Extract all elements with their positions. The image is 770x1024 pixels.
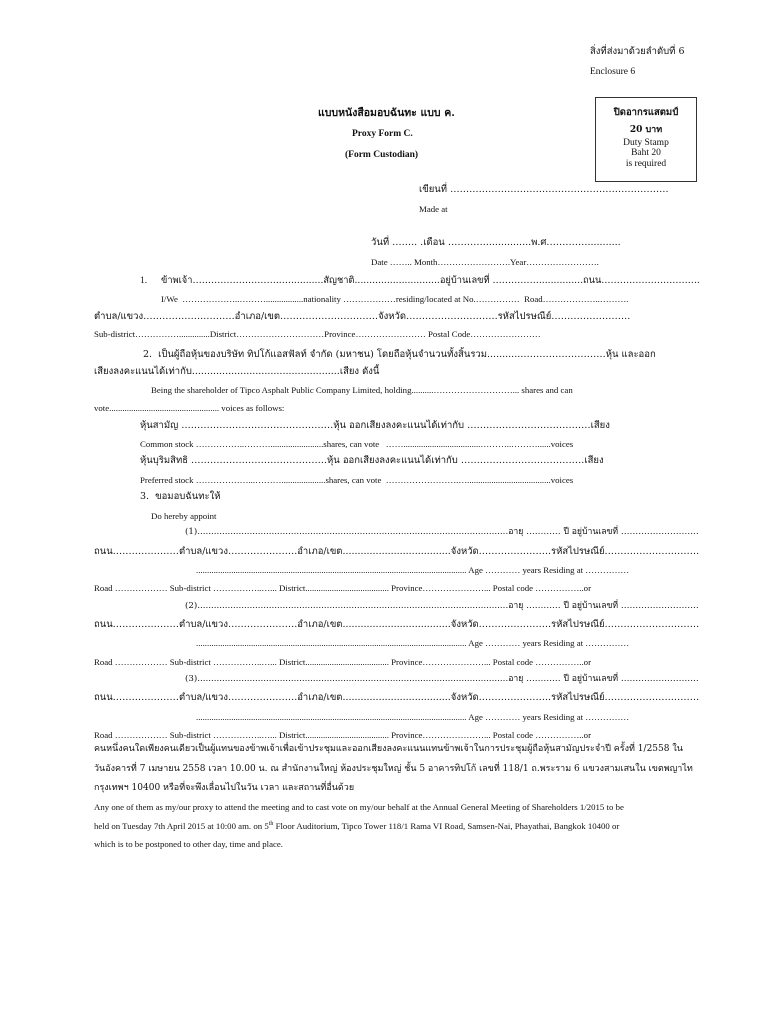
proxy-3-name-field[interactable]: (3).................................................................................................................อายุ ………… ปี อยู่บ้านเลขที่ ……………………… (185, 674, 699, 684)
stamp-amount-th: 20 บาท (629, 124, 663, 135)
meeting-details-en-line-2 (94, 821, 619, 831)
stamp-required-en: is required (625, 158, 667, 169)
section-3-heading-th: 3. ขอมอบฉันทะให้ (140, 491, 221, 502)
meeting-details-th-line-2: วันอังคารที่ 7 เมษายน 2558 เวลา 10.00 น. ณ สำนักงานใหญ่ ห้องประชุมใหญ่ ชั้น 5 อาคารทิปโก้ เลขที่ 118/1 ถ.พระราม 6 แขวงสามเสนใน เขตพญาไท (94, 764, 693, 774)
date-field-en[interactable]: Date …….. Month…………………….Year……………………. (371, 257, 599, 267)
duty-stamp-box (595, 97, 697, 182)
proxy-1-address-th[interactable]: ถนน…………………ตำบล/แขวง………………….อำเภอ/เขต....................................จังหวัด…………………..รหัสไปรษณีย์………………………… (94, 546, 700, 557)
voting-rights-field-th[interactable]: เสียงลงคะแนนได้เท่ากับ.................................................เสียง ดังนี้ (94, 366, 380, 377)
proxy-1-address-en[interactable]: Road ……………… Sub-district ……………..…... District...................................... Province…………………... Postal code ……………..or (94, 583, 591, 593)
made-at-field-th[interactable]: เขียนที่ …………………………………………………………… (419, 184, 669, 195)
proxy-2-name-field[interactable]: (2).................................................................................................................อายุ ………… ปี อยู่บ้านเลขที่ ……………………… (185, 601, 699, 611)
ordinal-suffix: th (268, 821, 274, 827)
stamp-amount-en: Baht 20 (631, 148, 661, 158)
proxy-3-address-th[interactable]: ถนน…………………ตำบล/แขวง………………….อำเภอ/เขต....................................จังหวัด…………………..รหัสไปรษณีย์………………………… (94, 692, 700, 703)
meeting-details-en-line-2b: Floor Auditorium, Tipco Tower 118/1 Rama VI Road, Samsen-Nai, Phayathai, Bangkok 10400 or (273, 820, 620, 831)
voting-rights-field-en[interactable]: vote.................................................. voices as follows: (94, 403, 285, 413)
made-at-label-en: Made at (419, 204, 448, 214)
meeting-details-en-line-1: Any one of them as my/our proxy to attend the meeting and to cast vote on my/our behalf at the Annual General Meeting of Shareholders 1/2015 to be (94, 802, 624, 812)
grantor-address-en[interactable]: Sub-district……………..............District…………………………Province…………………… Postal Code…………………… (94, 329, 541, 339)
form-title-en: Proxy Form C. (352, 129, 413, 139)
shareholding-field-th[interactable]: 2. เป็นผู้ถือหุ้นของบริษัท ทิปโก้แอสฟัลท์ จำกัด (มหาชน) โดยถือหุ้นจำนวนทั้งสิ้นรวม...........………………………หุ้น และออก (143, 349, 656, 360)
meeting-details-en-line-2a: held on Tuesday 7th April 2015 at 10:00 am. on 5 (94, 820, 269, 831)
stamp-label-en: Duty Stamp (623, 137, 669, 148)
grantor-address-th[interactable]: ตำบล/แขวง……………….……….อำเภอ/เขต………………………….จังหวัด………………………..รหัสไปรษณีย์……………………. (94, 311, 631, 322)
grantor-field-en[interactable]: I/We ………………..……….................nationality ………………residing/located at No.…………… Road………………..………. (161, 294, 629, 304)
form-title-th: แบบหนังสือมอบฉันทะ แบบ ค. (318, 107, 455, 119)
proxy-2-address-en[interactable]: Road ……………… Sub-district ……………..…... District...................................... Province…………………... Postal code ……………..or (94, 657, 591, 667)
preferred-stock-field-th[interactable]: หุ้นบุริมสิทธิ …………………………………….หุ้น ออกเสียงลงคะแนนได้เท่ากับ …………………………………เสียง (140, 455, 604, 466)
date-field-th[interactable]: วันที่ …….. .เดือน …………...............พ.ศ.…………........... (371, 237, 621, 248)
proxy-3-name-en[interactable]: ........................................................................................................................... Age ………… years Residing at …………… (196, 712, 630, 722)
form-subtitle: (Form Custodian) (345, 150, 419, 160)
stamp-label-th: ปิดอากรแสตมป์ (613, 107, 679, 118)
meeting-details-th-line-1: คนหนึ่งคนใดเพียงคนเดียวเป็นผู้แทนของข้าพเจ้าเพื่อเข้าประชุมและออกเสียงลงคะแนนแทนข้าพเจ้าในการประชุมผู้ถือหุ้นสามัญประจำปี ครั้งที่ 1/2558 ใน (94, 744, 683, 754)
section-1-number: 1. (140, 276, 148, 286)
preferred-stock-field-en[interactable]: Preferred stock ………………...………....................shares, can vote …………………….…......................................voices (140, 475, 574, 485)
proxy-2-address-th[interactable]: ถนน…………………ตำบล/แขวง………………….อำเภอ/เขต....................................จังหวัด…………………..รหัสไปรษณีย์………………………… (94, 619, 700, 630)
enclosure-label-en: Enclosure 6 (590, 67, 636, 77)
proxy-1-name-field[interactable]: (1).................................................................................................................อายุ ………… ปี อยู่บ้านเลขที่ ……………………… (185, 527, 699, 537)
proxy-2-name-en[interactable]: ........................................................................................................................... Age ………… years Residing at …………… (196, 638, 630, 648)
grantor-field-th[interactable]: ข้าพเจ้า………………………..…...........สัญชาติ.............................อยู่บ้านเลขที่ ……………...............ถนน………………………….. (161, 275, 700, 286)
common-stock-field-th[interactable]: หุ้นสามัญ …………………………………………หุ้น ออกเสียงลงคะแนนได้เท่ากับ …………………………………เสียง (140, 420, 610, 431)
common-stock-field-en[interactable]: Common stock ……………..………........................shares, can vote ……...................................………..………......voices (140, 439, 574, 449)
proxy-1-name-en[interactable]: ........................................................................................................................... Age ………… years Residing at …………… (196, 565, 630, 575)
meeting-details-th-line-3: กรุงเทพฯ 10400 หรือที่จะพึงเลื่อนไปในวัน เวลา และสถานที่อื่นด้วย (94, 783, 355, 793)
proxy-3-address-en[interactable]: Road ……………… Sub-district ……………..…... District...................................... Province…………………... Postal code ……………..or (94, 730, 591, 740)
enclosure-label-th: สิ่งที่ส่งมาด้วยลำดับที่ 6 (590, 46, 685, 57)
shareholding-field-en[interactable]: Being the shareholder of Tipco Asphalt Public Company Limited, holding..........………………………... shares and can (151, 385, 573, 395)
section-3-heading-en: Do hereby appoint (151, 511, 217, 521)
meeting-details-en-line-3: which is to be postponed to other day, time and place. (94, 839, 284, 849)
